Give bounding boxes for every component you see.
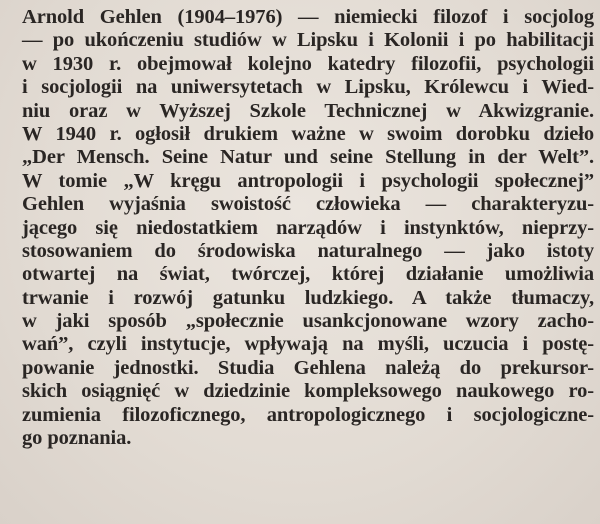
text-line: w jaki sposób „społecznie usankcjonowane wzory zacho- [22,310,594,333]
text-line: niu oraz w Wyższej Szkole Technicznej w Akwizgranie. [22,99,594,122]
text-line: Arnold Gehlen (1904–1976) — niemiecki filozof i socjolog [22,6,594,28]
text-line: zumienia filozoficznego, antropologicznego i socjologiczne- [22,403,594,426]
book-blurb-text [22,6,594,450]
text-line: Gehlen wyjaśnia swoistość człowieka — charakteryzu- [22,193,594,216]
text-line: W 1940 r. ogłosił drukiem ważne w swoim dorobku dzieło [22,122,594,145]
text-line: stosowaniem do środowiska naturalnego — jako istoty [22,239,594,262]
text-line: go poznania. [22,427,132,450]
text-line: — po ukończeniu studiów w Lipsku i Kolonii i po habilitacji [22,29,594,52]
text-line: skich osiągnięć w dziedzinie kompleksowego naukowego ro- [22,380,594,403]
text-line: jącego się niedostatkiem narządów i instynktów, nieprzy- [22,216,594,239]
text-line: w 1930 r. obejmował kolejno katedry filozofii, psychologii [22,52,594,75]
text-line: trwanie i rozwój gatunku ludzkiego. A także tłumaczy, [22,286,594,309]
text-line: „Der Mensch. Seine Natur und seine Stellung in der Welt”. [22,146,594,169]
text-line: i socjologii na uniwersytetach w Lipsku, Królewcu i Wied- [22,76,594,99]
text-line: powanie jednostki. Studia Gehlena należą do prekursor- [22,356,594,379]
text-line: W tomie „W kręgu antropologii i psychologii społecznej” [22,169,594,192]
text-line: otwartej na świat, twórczej, której działanie umożliwia [22,263,594,286]
text-line: wań”, czyli instytucje, wpływają na myśli, uczucia i postę- [22,333,594,356]
